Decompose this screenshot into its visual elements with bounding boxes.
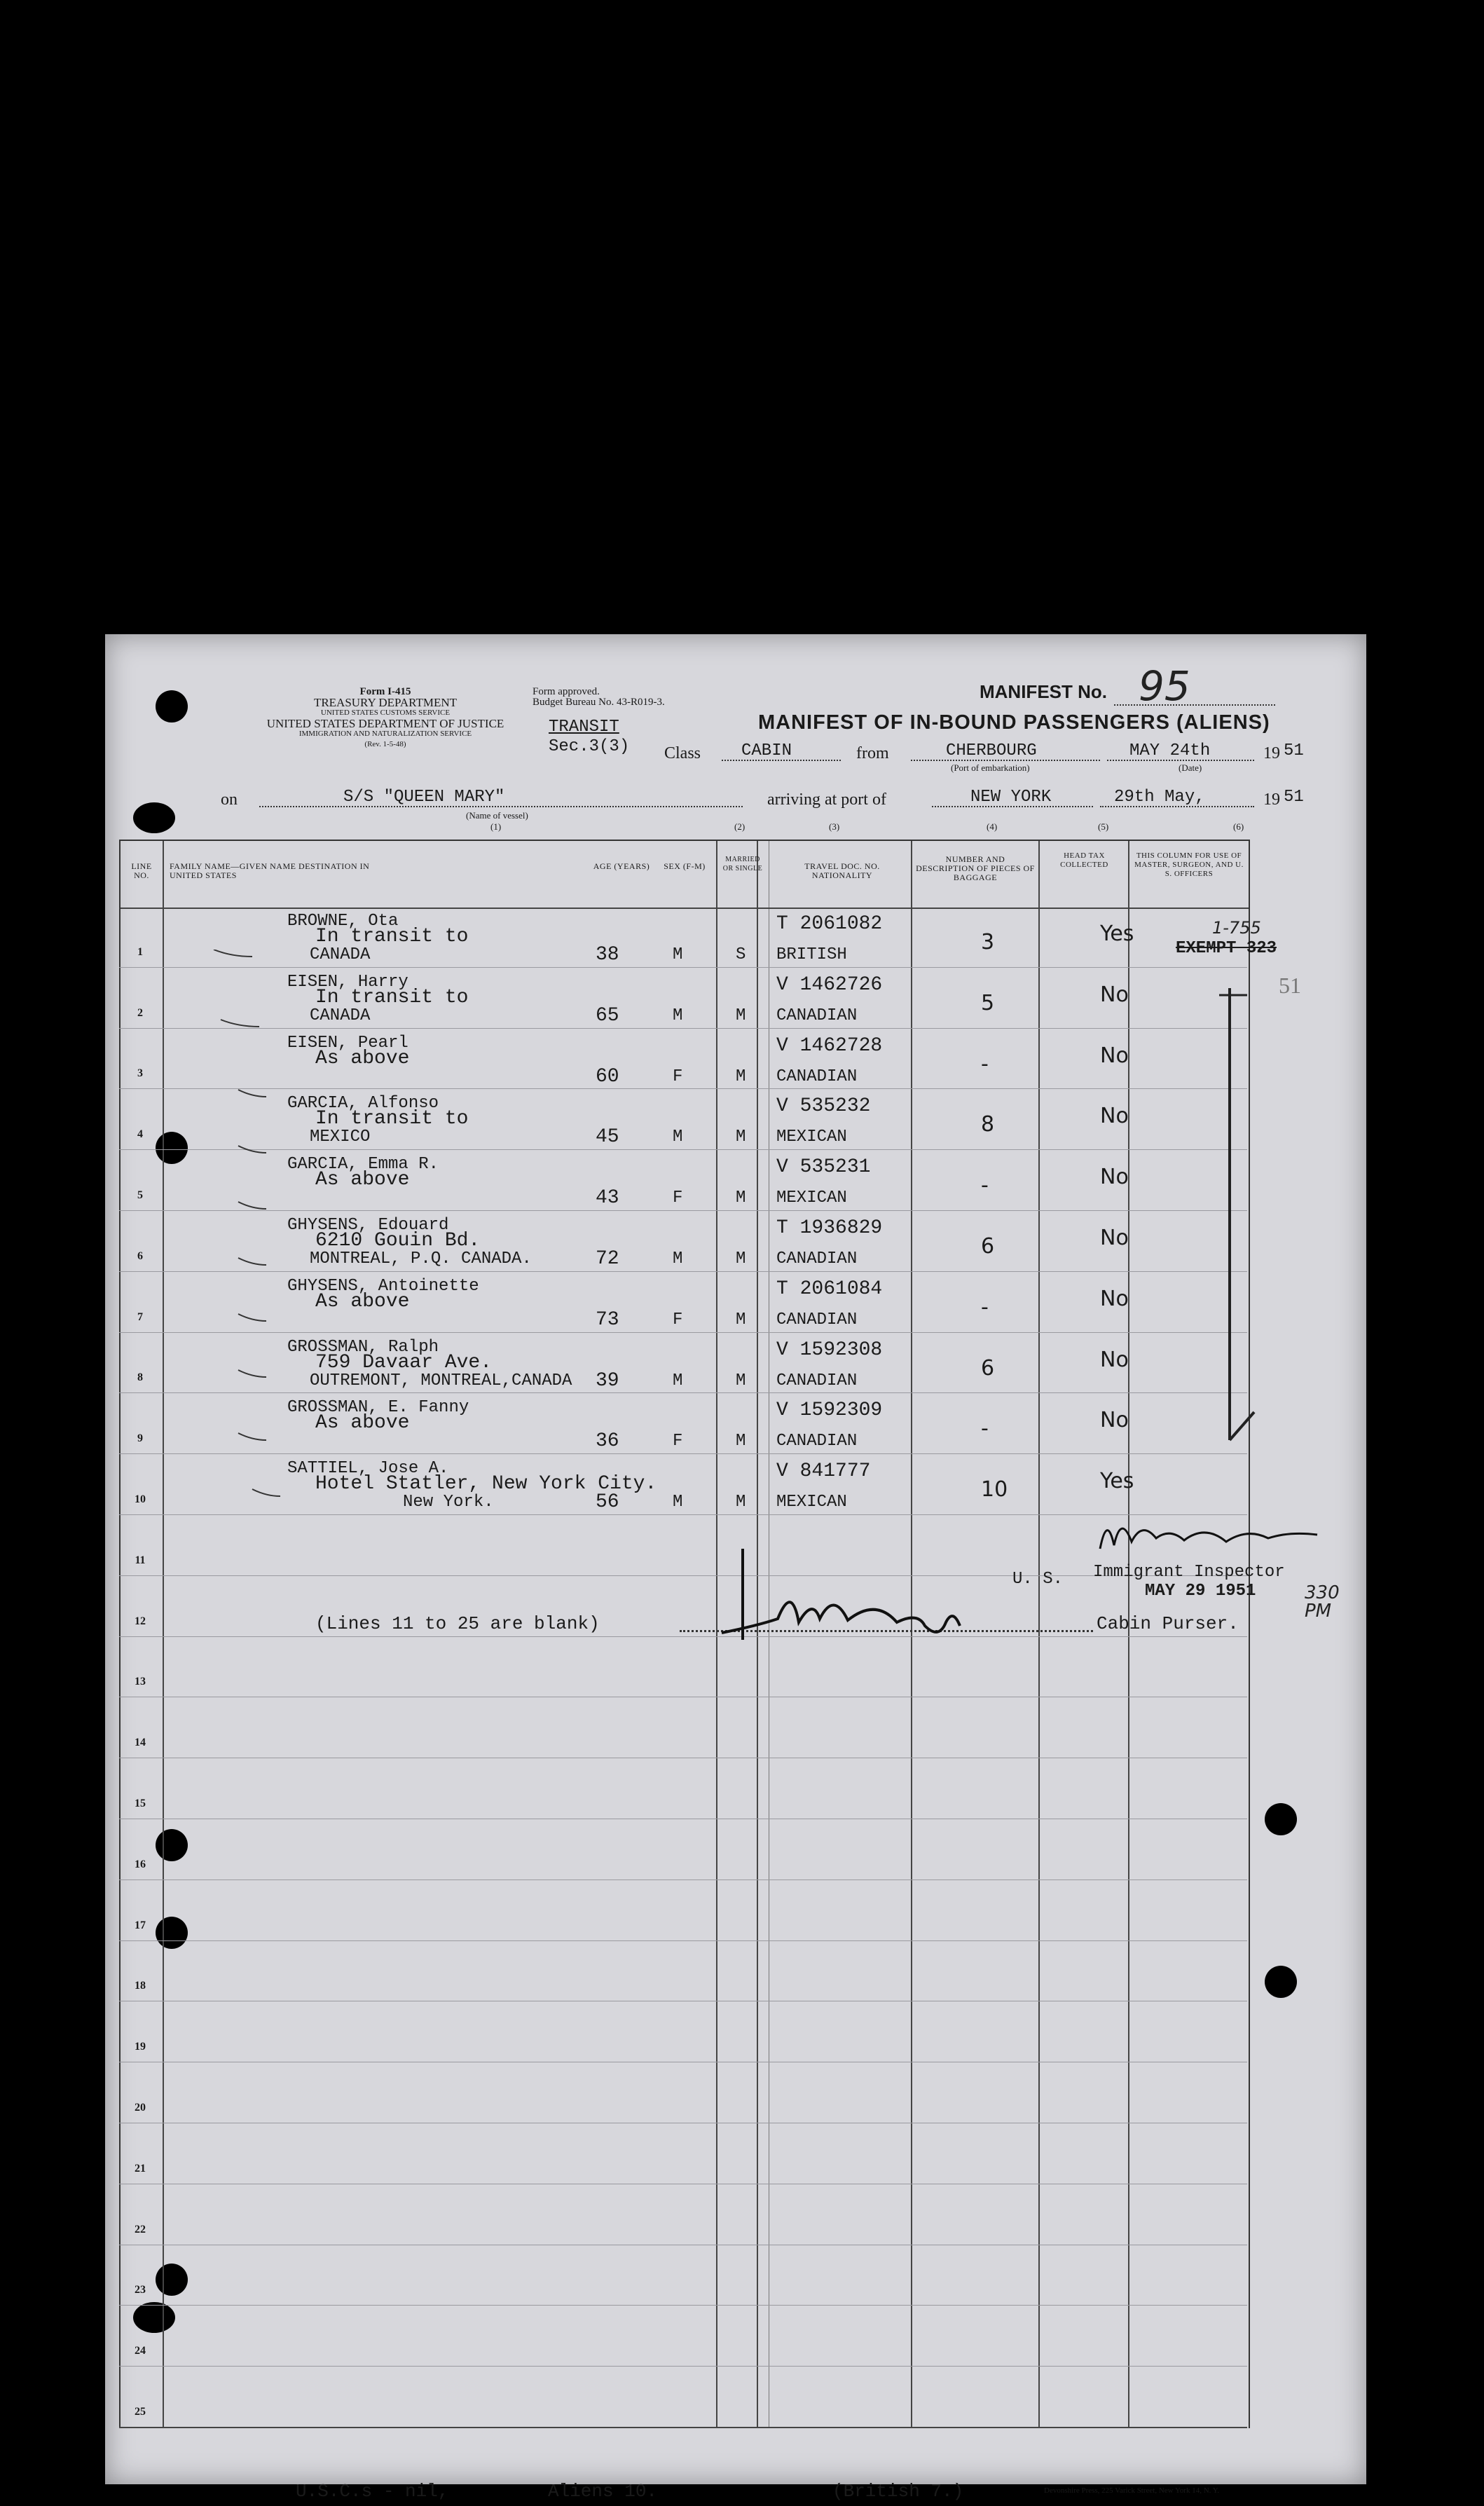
budget-approval — [533, 687, 736, 708]
passenger-name: BROWNE, Ota — [287, 912, 399, 931]
year-2: 51 — [1284, 788, 1304, 807]
footer-aliens: Aliens 10. — [548, 2481, 658, 2502]
baggage-count: 6 — [981, 1355, 995, 1381]
purser-label: Cabin Purser. — [1097, 1613, 1239, 1634]
port-embarkation: CHERBOURG — [946, 741, 1037, 760]
inspector-signature — [1093, 1507, 1331, 1563]
manifest-number: 95 — [1139, 662, 1190, 710]
table-bottom — [119, 2427, 1247, 2428]
passenger-sex: F — [673, 1189, 683, 1208]
passenger-nationality: BRITISH — [776, 945, 847, 964]
line-number: 12 — [135, 1615, 146, 1627]
travel-doc-number: V 1592309 — [776, 1399, 883, 1422]
passenger-marital: M — [736, 1189, 746, 1208]
head-tax: No — [1100, 1286, 1129, 1311]
line-number: 18 — [135, 1980, 146, 1992]
passenger-destination-2: MEXICO — [310, 1128, 371, 1147]
row-divider — [119, 2305, 1247, 2306]
purser-signature — [715, 1542, 995, 1654]
line-number: 9 — [137, 1432, 143, 1445]
header-sex: SEX (F-M) — [664, 861, 706, 871]
passenger-age: 65 — [596, 1004, 619, 1027]
baggage-count: 5 — [981, 990, 995, 1015]
port-embark-caption: (Port of embarkation) — [951, 762, 1030, 773]
passenger-destination: As above — [315, 1169, 410, 1191]
passenger-sex: M — [673, 1493, 683, 1512]
year-prefix-2: 19 — [1263, 790, 1280, 809]
year-1: 51 — [1284, 741, 1304, 760]
passenger-marital: S — [736, 945, 746, 964]
passenger-marital: M — [736, 1006, 746, 1025]
passenger-nationality: MEXICAN — [776, 1189, 847, 1208]
arrival-port-line — [932, 806, 1093, 807]
manifest-title: MANIFEST OF IN-BOUND PASSENGERS (ALIENS) — [758, 711, 1270, 734]
year-prefix-1: 19 — [1263, 744, 1280, 762]
baggage-count: 3 — [981, 930, 995, 954]
class-line — [722, 760, 841, 761]
line-number: 6 — [137, 1249, 143, 1262]
passenger-name: GARCIA, Alfonso — [287, 1094, 439, 1114]
binder-hole — [1265, 1803, 1297, 1835]
travel-doc-number: T 1936829 — [776, 1217, 883, 1239]
header-married: MARRIED OR SINGLE — [722, 856, 763, 872]
footer-uscs: U.S.C.s - nil, — [296, 2481, 449, 2502]
passenger-sex: M — [673, 945, 683, 964]
us-label: U. S. — [1012, 1570, 1064, 1589]
arrival-date-line — [1100, 806, 1254, 807]
travel-doc-number: T 2061082 — [776, 913, 883, 935]
baggage-count: - — [981, 1173, 989, 1198]
head-tax: No — [1100, 1347, 1129, 1372]
head-tax: No — [1100, 1104, 1129, 1129]
port-embark-line — [911, 760, 1100, 761]
line-number: 19 — [135, 2041, 146, 2053]
header-baggage: NUMBER AND DESCRIPTION OF PIECES OF BAGGAGE — [916, 854, 1035, 882]
passenger-nationality: CANADIAN — [776, 1249, 858, 1268]
section-label: Sec.3(3) — [549, 737, 630, 756]
passenger-age: 56 — [596, 1491, 619, 1514]
row-divider — [119, 1940, 1247, 1941]
vessel-caption: (Name of vessel) — [466, 810, 528, 821]
officer-note: 1-755 — [1212, 918, 1261, 938]
passenger-name: EISEN, Harry — [287, 972, 408, 992]
budget-text: Budget Bureau No. 43-R019-3. — [533, 697, 665, 708]
passenger-age: 45 — [596, 1126, 619, 1149]
header-divider — [121, 908, 1249, 909]
binder-hole — [1265, 1966, 1297, 1998]
stamp-date: MAY 29 1951 — [1145, 1582, 1256, 1601]
vessel-name: S/S "QUEEN MARY" — [343, 788, 505, 807]
head-tax: No — [1100, 1165, 1129, 1190]
departure-date: MAY 24th — [1129, 741, 1211, 760]
passenger-destination: In transit to — [315, 926, 469, 947]
header-name: FAMILY NAME—GIVEN NAME DESTINATION IN UNITED STATES — [170, 861, 370, 880]
passenger-sex: F — [673, 1432, 683, 1451]
col-num-6: (6) — [1233, 821, 1244, 832]
from-label: from — [856, 744, 889, 762]
header-age: AGE (YEARS) — [593, 861, 650, 871]
passenger-sex: F — [673, 1067, 683, 1086]
passenger-sex: M — [673, 1006, 683, 1025]
line-number: 13 — [135, 1676, 146, 1688]
passenger-age: 60 — [596, 1065, 619, 1088]
form-number: Form I-415 — [359, 686, 411, 697]
approved-text: Form approved. — [533, 686, 600, 697]
travel-doc-number: V 535231 — [776, 1156, 871, 1179]
line-number: 7 — [137, 1310, 143, 1323]
left-margin-checks — [210, 950, 322, 1650]
line-number: 23 — [135, 2284, 146, 2296]
passenger-nationality: CANADIAN — [776, 1310, 858, 1329]
head-tax: No — [1100, 1408, 1129, 1433]
blank-lines-note: (Lines 11 to 25 are blank) — [315, 1613, 600, 1634]
line-number: 8 — [137, 1371, 143, 1384]
col-num-5: (5) — [1098, 821, 1109, 832]
line-number: 2 — [137, 1006, 143, 1019]
baggage-count: 8 — [981, 1112, 995, 1137]
passenger-age: 73 — [596, 1308, 619, 1331]
travel-doc-number: V 841777 — [776, 1460, 871, 1483]
passenger-destination: Hotel Statler, New York City. — [315, 1473, 657, 1495]
baggage-count: - — [981, 1051, 989, 1076]
line-number: 24 — [135, 2345, 146, 2357]
on-label: on — [221, 790, 238, 809]
col-num-1: (1) — [490, 821, 502, 832]
passenger-nationality: CANADIAN — [776, 1432, 858, 1451]
travel-doc-number: T 2061084 — [776, 1278, 883, 1300]
footer-british: (British 7.) — [832, 2481, 964, 2502]
passenger-age: 72 — [596, 1248, 619, 1270]
ins-service: IMMIGRATION AND NATURALIZATION SERVICE — [298, 730, 472, 738]
passenger-age: 36 — [596, 1430, 619, 1453]
line-number: 4 — [137, 1128, 143, 1141]
treasury-dept: TREASURY DEPARTMENT — [313, 696, 458, 709]
line-number: 22 — [135, 2223, 146, 2235]
officer-bracket — [1191, 967, 1289, 1458]
passenger-marital: M — [736, 1432, 746, 1451]
passenger-destination: In transit to — [315, 1108, 469, 1130]
passenger-destination: As above — [315, 1047, 410, 1069]
passenger-marital: M — [736, 1067, 746, 1086]
passenger-marital: M — [736, 1249, 746, 1268]
passenger-name: SATTIEL, Jose A. — [287, 1459, 449, 1479]
travel-doc-number: V 535232 — [776, 1095, 871, 1118]
line-number: 15 — [135, 1798, 146, 1809]
justice-dept: UNITED STATES DEPARTMENT OF JUSTICE — [266, 717, 504, 730]
line-number: 10 — [135, 1493, 146, 1505]
stamp-time: 330 PM — [1305, 1582, 1340, 1622]
col-num-2: (2) — [734, 821, 746, 832]
line-number: 25 — [135, 2406, 146, 2418]
row-divider — [119, 2366, 1247, 2367]
col-num-4: (4) — [987, 821, 998, 832]
head-tax: No — [1100, 982, 1129, 1007]
date-line — [1107, 760, 1254, 761]
passenger-destination-2: MONTREAL, P.Q. CANADA. — [310, 1249, 532, 1268]
passenger-name: GHYSENS, Antoinette — [287, 1276, 479, 1296]
line-number: 3 — [137, 1067, 143, 1080]
line-number: 5 — [137, 1189, 143, 1201]
binder-hole — [133, 802, 175, 833]
arriving-label: arriving at port of — [767, 790, 886, 809]
baggage-count: 10 — [981, 1477, 1008, 1502]
passenger-age: 39 — [596, 1369, 619, 1392]
passenger-sex: M — [673, 1128, 683, 1147]
passenger-age: 38 — [596, 944, 619, 966]
passenger-destination: As above — [315, 1412, 410, 1435]
passenger-name: GROSSMAN, E. Fanny — [287, 1398, 469, 1418]
officer-number: 51 — [1279, 973, 1301, 998]
head-tax: No — [1100, 1226, 1129, 1250]
travel-doc-number: V 1592308 — [776, 1338, 883, 1361]
line-number: 16 — [135, 1858, 146, 1870]
travel-doc-number: V 1462728 — [776, 1034, 883, 1057]
passenger-marital: M — [736, 1371, 746, 1390]
passenger-name: EISEN, Pearl — [287, 1033, 408, 1053]
line-number: 1 — [137, 945, 143, 958]
form-info — [224, 687, 547, 750]
passenger-name: GHYSENS, Edouard — [287, 1216, 449, 1235]
transit-label: TRANSIT — [549, 718, 619, 737]
customs-service: UNITED STATES CUSTOMS SERVICE — [320, 708, 451, 717]
passenger-sex: M — [673, 1249, 683, 1268]
header-travel-doc: TRAVEL DOC. NO. NATIONALITY — [804, 861, 880, 880]
binder-hole — [156, 690, 188, 723]
passenger-destination-2: New York. — [403, 1493, 494, 1512]
passenger-destination: As above — [315, 1290, 410, 1313]
inspector-title: Immigrant Inspector — [1093, 1563, 1285, 1582]
header-officers: THIS COLUMN FOR USE OF MASTER, SURGEON, AND U. S. OFFICERS — [1134, 851, 1244, 878]
manifest-label: MANIFEST No. — [980, 681, 1107, 702]
passenger-sex: F — [673, 1310, 683, 1329]
class-value: CABIN — [741, 741, 792, 760]
vessel-line — [259, 806, 743, 807]
head-tax: No — [1100, 1043, 1129, 1068]
passenger-marital: M — [736, 1128, 746, 1147]
date-caption: (Date) — [1179, 762, 1202, 773]
arrival-port: NEW YORK — [970, 788, 1052, 807]
baggage-count: 6 — [981, 1234, 995, 1259]
header-line-no: LINE NO. — [131, 861, 152, 880]
baggage-count: - — [981, 1294, 989, 1320]
baggage-count: - — [981, 1416, 989, 1442]
head-tax: Yes — [1100, 1469, 1134, 1494]
col-divider — [1128, 841, 1129, 2428]
line-number: 11 — [135, 1554, 146, 1566]
line-number: 17 — [135, 1919, 146, 1931]
passenger-destination: In transit to — [315, 986, 469, 1008]
class-label: Class — [664, 744, 701, 762]
passenger-marital: M — [736, 1493, 746, 1512]
passenger-nationality: CANADIAN — [776, 1067, 858, 1086]
line-number: 20 — [135, 2102, 146, 2114]
passenger-destination: 759 Davaar Ave. — [315, 1351, 493, 1374]
arrival-date: 29th May, — [1114, 788, 1205, 807]
col-divider — [1038, 841, 1040, 2428]
line-number: 21 — [135, 2162, 146, 2175]
passenger-destination-2: CANADA — [310, 1006, 371, 1025]
manifest-number-line — [1114, 704, 1275, 706]
col-divider — [163, 841, 164, 2428]
passenger-name: GROSSMAN, Ralph — [287, 1337, 439, 1357]
passenger-nationality: CANADIAN — [776, 1006, 858, 1025]
passenger-nationality: MEXICAN — [776, 1128, 847, 1147]
passenger-marital: M — [736, 1310, 746, 1329]
officer-exempt: EXEMPT 323 — [1176, 939, 1277, 958]
passenger-age: 43 — [596, 1187, 619, 1210]
passenger-name: GARCIA, Emma R. — [287, 1155, 439, 1175]
travel-doc-number: V 1462726 — [776, 973, 883, 996]
printer-imprint: Devonshire Press, 225 Varick Street, New York 14, N. Y. — [1044, 2486, 1220, 2495]
passenger-destination: 6210 Gouin Bd. — [315, 1230, 481, 1252]
passenger-sex: M — [673, 1371, 683, 1390]
passenger-nationality: CANADIAN — [776, 1371, 858, 1390]
passenger-nationality: MEXICAN — [776, 1493, 847, 1512]
form-revision: (Rev. 1-5-48) — [364, 740, 406, 748]
passenger-destination-2: OUTREMONT, MONTREAL,CANADA — [310, 1371, 572, 1390]
header-head-tax: HEAD TAX COLLECTED — [1060, 851, 1108, 869]
col-num-3: (3) — [829, 821, 840, 832]
line-number: 14 — [135, 1737, 146, 1749]
passenger-destination-2: CANADA — [310, 945, 371, 964]
head-tax: Yes — [1100, 922, 1134, 946]
